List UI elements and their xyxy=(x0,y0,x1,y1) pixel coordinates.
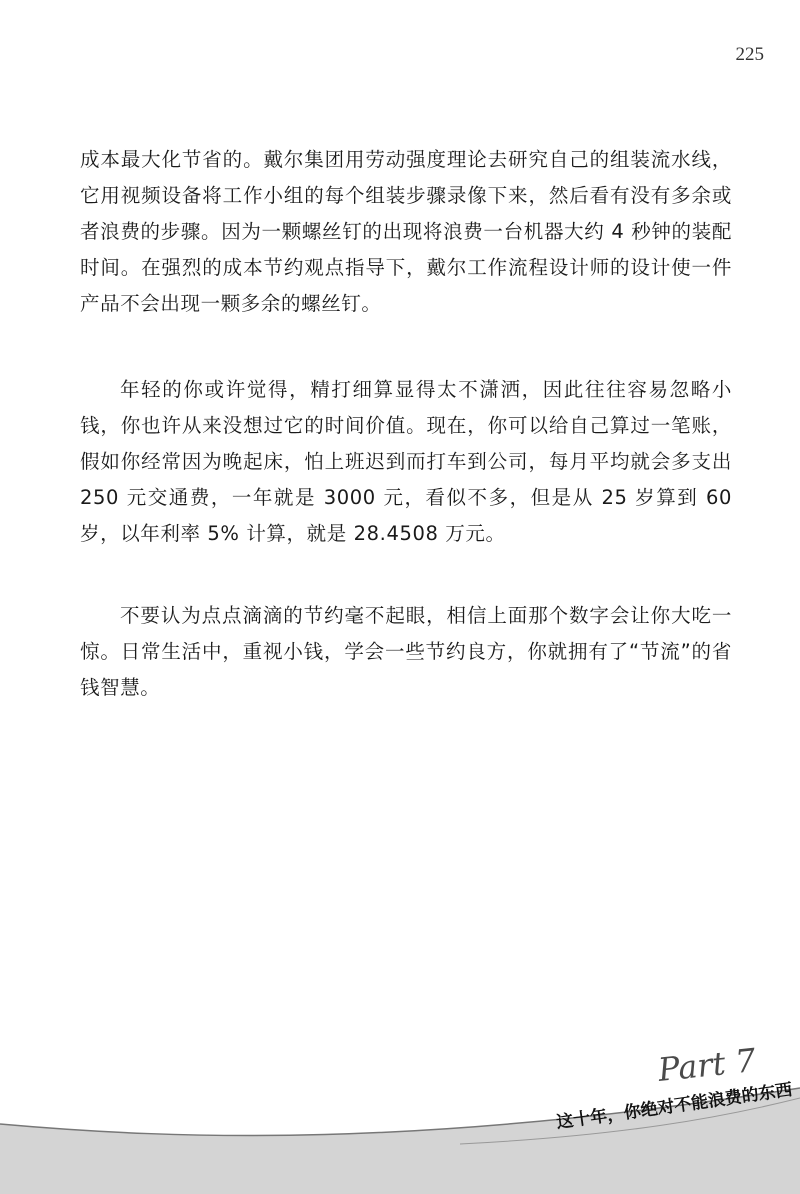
part-label: Part 7 xyxy=(656,1040,758,1090)
paragraph-saving-wisdom: 不要认为点点滴滴的节约毫不起眼，相信上面那个数字会让你大吃一惊。日常生活中，重视小钱，学会一些节约良方，你就拥有了“节流”的省钱智慧。 xyxy=(80,604,732,699)
paragraph-dell-screws: 成本最大化节省的。戴尔集团用劳动强度理论去研究自己的组装流水线，它用视频设备将工作小组的每个组装步骤录像下来，然后看有没有多余或者浪费的步骤。因为一颗螺丝钉的出现将浪费一台机器大约 4 秒钟的装配时间。在强烈的成本节约观点指导下，戴尔工作流程设计师的设计使一件产品不会出现一颗多余的螺丝钉。 xyxy=(80,148,732,315)
page-number: 225 xyxy=(735,44,764,65)
chapter-title: 这十年，你绝对不能浪费的东西 xyxy=(555,1080,794,1133)
paragraph-small-money: 年轻的你或许觉得，精打细算显得太不潇洒，因此往往容易忽略小钱，你也许从来没想过它的时间价值。现在，你可以给自己算过一笔账，假如你经常因为晚起床，怕上班迟到而打车到公司，每月平均就会多支出 250 元交通费，一年就是 3000 元，看似不多，但是从 25 岁算到 60 岁，以年利率 5% 计算，就是 28.4508 万元。 xyxy=(80,378,732,545)
